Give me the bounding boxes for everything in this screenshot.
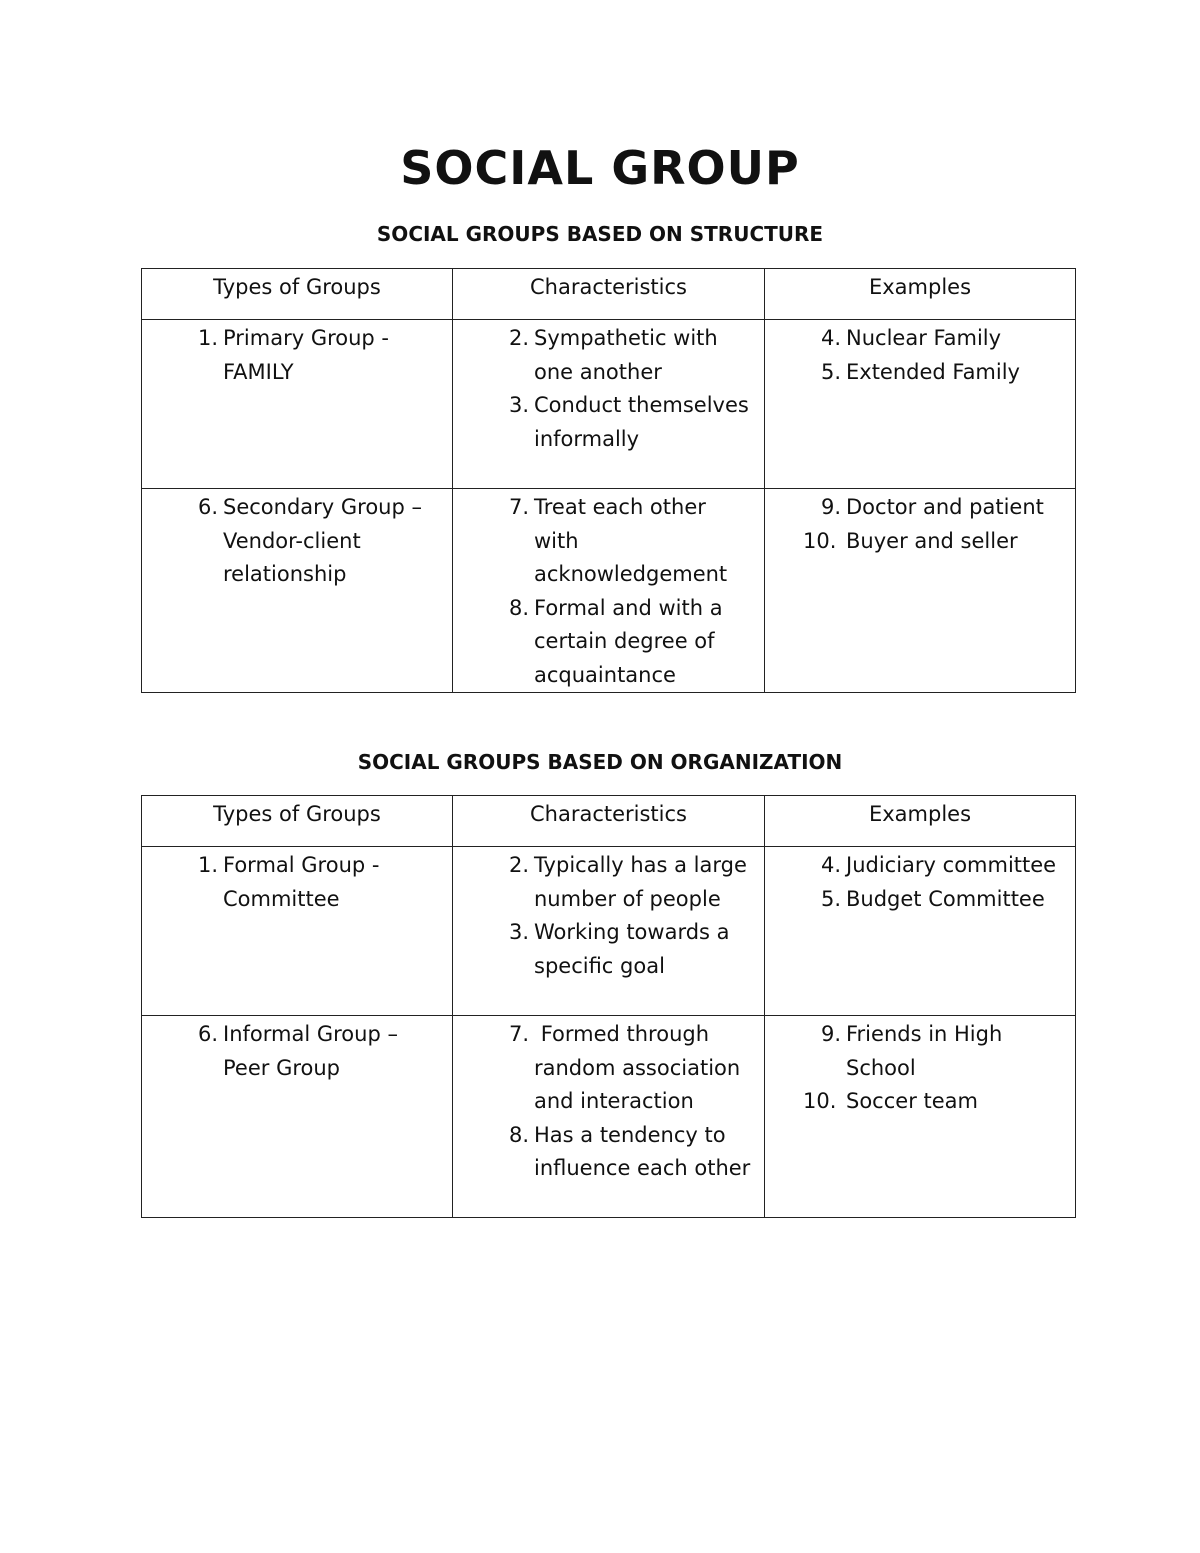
- examples-list: [765, 1016, 1075, 1119]
- list-item: [182, 491, 444, 592]
- table-row: [142, 1016, 1076, 1218]
- examples-cell: [765, 1016, 1076, 1218]
- types-list: [142, 847, 452, 916]
- item-number: 10.: [803, 528, 837, 553]
- list-item: [493, 849, 756, 916]
- organization-table: [141, 795, 1076, 1218]
- item-text: Doctor and patient: [846, 495, 1044, 519]
- list-item: [493, 1018, 756, 1119]
- characteristics-cell: [453, 1016, 765, 1218]
- item-number: 7.: [508, 495, 529, 519]
- item-number: 7.: [508, 1022, 529, 1046]
- types-cell: [142, 489, 453, 693]
- list-item: [493, 322, 756, 389]
- item-text: Buyer and seller: [846, 528, 1018, 553]
- item-number: 2.: [508, 853, 529, 877]
- item-text: Nuclear Family: [846, 326, 1002, 350]
- item-text: Secondary Group – Vendor-client relationship: [223, 495, 422, 586]
- examples-list: [765, 320, 1075, 389]
- item-text: Formal and with a certain degree of acquaintance: [534, 595, 723, 687]
- characteristics-list: [453, 1016, 764, 1186]
- item-text: Sympathetic with one another: [534, 326, 718, 384]
- column-header-types: Types of Groups: [142, 796, 453, 847]
- item-text: Primary Group - FAMILY: [223, 326, 390, 384]
- item-text: Working towards a specific goal: [534, 920, 730, 978]
- section-heading-structure: SOCIAL GROUPS BASED ON STRUCTURE: [376, 222, 824, 246]
- column-header-examples: Examples: [765, 269, 1076, 320]
- list-item: [493, 491, 756, 592]
- page-title: SOCIAL GROUP: [400, 141, 800, 195]
- item-number: 10.: [803, 1089, 837, 1113]
- characteristics-list: [453, 489, 764, 692]
- list-item: [805, 849, 1067, 883]
- item-text: Soccer team: [846, 1089, 978, 1113]
- examples-cell: [765, 320, 1076, 489]
- item-number: 2.: [508, 326, 529, 350]
- column-header-examples: Examples: [765, 796, 1076, 847]
- item-number: 8.: [508, 595, 529, 620]
- characteristics-cell: [453, 489, 765, 693]
- item-number: 1.: [197, 326, 218, 350]
- list-item: [182, 322, 444, 389]
- list-item: [493, 916, 756, 983]
- types-cell: [142, 1016, 453, 1218]
- examples-list: [765, 847, 1075, 916]
- list-item: [493, 389, 756, 456]
- structure-table: [141, 268, 1076, 693]
- list-item: [805, 525, 1067, 559]
- item-number: 3.: [508, 393, 529, 417]
- item-number: 6.: [197, 1022, 218, 1046]
- table-header-row: [142, 269, 1076, 320]
- list-item: [805, 322, 1067, 356]
- item-number: 4.: [820, 326, 841, 350]
- table-row: [142, 847, 1076, 1016]
- table-row: [142, 489, 1076, 693]
- item-text: Friends in High School: [846, 1022, 1003, 1080]
- item-number: 9.: [820, 495, 841, 519]
- list-item: [805, 356, 1067, 390]
- item-text: Budget Committee: [846, 886, 1045, 911]
- item-number: 1.: [197, 853, 218, 877]
- types-cell: [142, 847, 453, 1016]
- item-number: 3.: [508, 920, 529, 944]
- column-header-characteristics: Characteristics: [453, 796, 765, 847]
- item-text: Conduct themselves informally: [534, 393, 749, 451]
- column-header-characteristics: Characteristics: [453, 269, 765, 320]
- column-header-types: Types of Groups: [142, 269, 453, 320]
- types-list: [142, 320, 452, 389]
- list-item: [805, 1018, 1067, 1085]
- item-number: 6.: [197, 495, 218, 519]
- types-list: [142, 489, 452, 592]
- item-text: Formed through random association and interaction: [534, 1022, 747, 1113]
- examples-list: [765, 489, 1075, 558]
- characteristics-list: [453, 847, 764, 983]
- item-text: Typically has a large number of people: [534, 853, 747, 911]
- list-item: [182, 849, 444, 916]
- table-row: [142, 320, 1076, 489]
- list-item: [493, 1119, 756, 1186]
- item-number: 4.: [820, 853, 841, 877]
- list-item: [182, 1018, 444, 1085]
- list-item: [805, 491, 1067, 525]
- item-number: 9.: [820, 1022, 841, 1046]
- table-header-row: [142, 796, 1076, 847]
- examples-cell: [765, 489, 1076, 693]
- item-number: 5.: [820, 886, 841, 911]
- item-text: Has a tendency to influence each other: [534, 1122, 751, 1180]
- characteristics-cell: [453, 847, 765, 1016]
- item-text: Extended Family: [846, 359, 1020, 384]
- characteristics-cell: [453, 320, 765, 489]
- item-text: Treat each other with acknowledgement: [534, 495, 728, 586]
- item-number: 5.: [820, 359, 841, 384]
- characteristics-list: [453, 320, 764, 456]
- list-item: [805, 883, 1067, 917]
- examples-cell: [765, 847, 1076, 1016]
- list-item: [805, 1085, 1067, 1119]
- item-text: Formal Group - Committee: [223, 853, 380, 911]
- section-heading-organization: SOCIAL GROUPS BASED ON ORGANIZATION: [357, 750, 843, 774]
- item-text: Informal Group – Peer Group: [223, 1022, 398, 1080]
- item-text: Judiciary committee: [846, 853, 1057, 877]
- types-cell: [142, 320, 453, 489]
- list-item: [493, 592, 756, 693]
- item-number: 8.: [508, 1122, 529, 1147]
- types-list: [142, 1016, 452, 1085]
